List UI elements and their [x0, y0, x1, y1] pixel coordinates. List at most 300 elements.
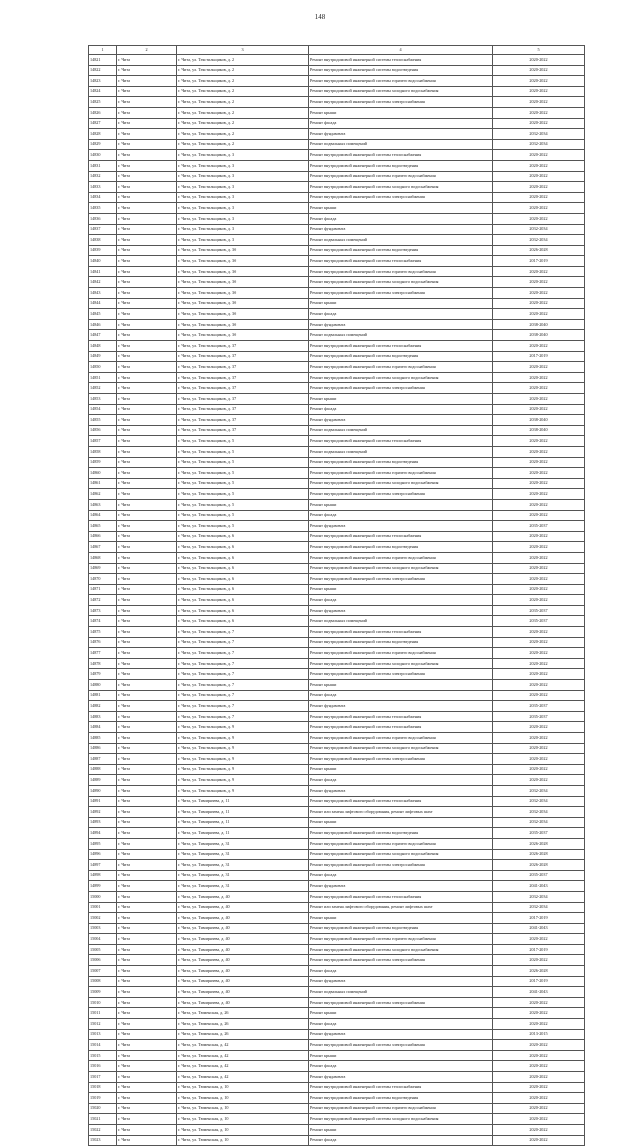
period-cell: 2035-2037 [493, 828, 585, 839]
table-row [89, 711, 585, 722]
locality-cell: г. Чита [117, 372, 177, 383]
locality-cell: г. Чита [117, 764, 177, 775]
row-number-cell: 14890 [89, 785, 117, 796]
address-cell: г. Чита, ул. Тимирязева, д. 40 [177, 966, 309, 977]
row-number-cell: 14894 [89, 828, 117, 839]
table-row [89, 182, 585, 193]
address-cell: г. Чита, ул. Тимирязева, д. 31 [177, 860, 309, 871]
table-row [89, 489, 585, 500]
row-number-cell: 14885 [89, 733, 117, 744]
table-row [89, 563, 585, 574]
address-cell: г. Чита, ул. Текстильщиков, д. 3б [177, 288, 309, 299]
period-cell: 2017-2019 [493, 976, 585, 987]
row-number-cell: 15020 [89, 1103, 117, 1114]
row-number-cell: 14883 [89, 711, 117, 722]
row-number-cell: 14846 [89, 319, 117, 330]
row-number-cell: 15005 [89, 944, 117, 955]
locality-cell: г. Чита [117, 499, 177, 510]
work-type-cell: Ремонт внутридомовой инженерной системы электроснабжения [309, 997, 493, 1008]
period-cell: 2020-2022 [493, 118, 585, 129]
table-row [89, 796, 585, 807]
period-cell: 2020-2022 [493, 1124, 585, 1135]
table-row [89, 743, 585, 754]
work-type-cell: Ремонт фундамента [309, 785, 493, 796]
period-cell: 2020-2022 [493, 997, 585, 1008]
work-type-cell: Ремонт внутридомовой инженерной системы электроснабжения [309, 955, 493, 966]
locality-cell: г. Чита [117, 828, 177, 839]
locality-cell: г. Чита [117, 1040, 177, 1051]
table-row [89, 76, 585, 87]
period-cell: 2020-2022 [493, 436, 585, 447]
work-type-cell: Ремонт внутридомовой инженерной системы горячего водоснабжения [309, 733, 493, 744]
table-row [89, 65, 585, 76]
locality-cell: г. Чита [117, 330, 177, 341]
work-type-cell: Ремонт внутридомовой инженерной системы теплоснабжения [309, 150, 493, 161]
row-number-cell: 14867 [89, 542, 117, 553]
address-cell: г. Чита, ул. Текстильщиков, д. 2 [177, 107, 309, 118]
address-cell: г. Чита, ул. Текстильщиков, д. 3б [177, 256, 309, 267]
locality-cell: г. Чита [117, 86, 177, 97]
table-row [89, 584, 585, 595]
address-cell: г. Чита, ул. Текстильщиков, д. 2 [177, 118, 309, 129]
address-cell: г. Чита, ул. Текстильщиков, д. 7 [177, 627, 309, 638]
table-row [89, 976, 585, 987]
period-cell: 2020-2022 [493, 1008, 585, 1019]
period-cell: 2020-2022 [493, 65, 585, 76]
period-cell: 2032-2034 [493, 796, 585, 807]
table-row [89, 457, 585, 468]
address-cell: г. Чита, ул. Текстильщиков, д. 6 [177, 584, 309, 595]
address-cell: г. Чита, ул. Текстильщиков, д. 9 [177, 722, 309, 733]
table-row [89, 1124, 585, 1135]
work-type-cell: Ремонт подвальных помещений [309, 235, 493, 246]
work-type-cell: Ремонт фасада [309, 118, 493, 129]
work-type-cell: Ремонт фасада [309, 404, 493, 415]
row-number-cell: 14882 [89, 701, 117, 712]
table-row [89, 107, 585, 118]
row-number-cell: 14899 [89, 881, 117, 892]
table-row [89, 1040, 585, 1051]
locality-cell: г. Чита [117, 838, 177, 849]
row-number-cell: 14892 [89, 807, 117, 818]
address-cell: г. Чита, ул. Текстильщиков, д. 7 [177, 711, 309, 722]
row-number-cell: 14826 [89, 107, 117, 118]
address-cell: г. Чита, ул. Тимирязева, д. 31 [177, 881, 309, 892]
row-number-cell: 15004 [89, 934, 117, 945]
table-row [89, 499, 585, 510]
work-type-cell: Ремонт фундамента [309, 605, 493, 616]
row-number-cell: 15018 [89, 1082, 117, 1093]
period-cell: 2020-2022 [493, 1093, 585, 1104]
row-number-cell: 14869 [89, 563, 117, 574]
row-number-cell: 14833 [89, 182, 117, 193]
period-cell: 2017-2019 [493, 913, 585, 924]
row-number-cell: 15000 [89, 891, 117, 902]
row-number-cell: 14827 [89, 118, 117, 129]
table-row [89, 722, 585, 733]
table-row [89, 521, 585, 532]
row-number-cell: 14830 [89, 150, 117, 161]
row-number-cell: 14863 [89, 499, 117, 510]
address-cell: г. Чита, ул. Текстильщиков, д. 9 [177, 733, 309, 744]
table-row [89, 97, 585, 108]
table-row [89, 531, 585, 542]
locality-cell: г. Чита [117, 733, 177, 744]
address-cell: г. Чита, ул. Тюменская, д. 10 [177, 1093, 309, 1104]
table-row [89, 150, 585, 161]
work-type-cell: Ремонт внутридомовой инженерной системы горячего водоснабжения [309, 648, 493, 659]
table-row [89, 213, 585, 224]
row-number-cell: 14853 [89, 394, 117, 405]
work-type-cell: Ремонт или замена лифтового оборудования, ремонт лифтовых шахт [309, 807, 493, 818]
column-header: 5 [493, 46, 585, 55]
locality-cell: г. Чита [117, 224, 177, 235]
work-type-cell: Ремонт подвальных помещений [309, 139, 493, 150]
address-cell: г. Чита, ул. Тюменская, д. 42 [177, 1061, 309, 1072]
work-type-cell: Ремонт внутридомовой инженерной системы горячего водоснабжения [309, 552, 493, 563]
work-type-cell: Ремонт крыши [309, 817, 493, 828]
table-row [89, 764, 585, 775]
row-number-cell: 14823 [89, 76, 117, 87]
work-type-cell: Ремонт внутридомовой инженерной системы теплоснабжения [309, 341, 493, 352]
address-cell: г. Чита, ул. Текстильщиков, д. 5 [177, 489, 309, 500]
locality-cell: г. Чита [117, 383, 177, 394]
row-number-cell: 15023 [89, 1135, 117, 1146]
period-cell: 2020-2022 [493, 55, 585, 66]
period-cell: 2032-2034 [493, 807, 585, 818]
work-type-cell: Ремонт крыши [309, 1124, 493, 1135]
row-number-cell: 14840 [89, 256, 117, 267]
address-cell: г. Чита, ул. Текстильщиков, д. 9 [177, 785, 309, 796]
locality-cell: г. Чита [117, 648, 177, 659]
table-row [89, 913, 585, 924]
period-cell: 2020-2022 [493, 160, 585, 171]
row-number-cell: 14862 [89, 489, 117, 500]
address-cell: г. Чита, ул. Тюменская, д. 10 [177, 1135, 309, 1146]
table-row [89, 648, 585, 659]
work-type-cell: Ремонт внутридомовой инженерной системы водоотведения [309, 160, 493, 171]
table-row [89, 828, 585, 839]
locality-cell: г. Чита [117, 563, 177, 574]
locality-cell: г. Чита [117, 690, 177, 701]
period-cell: 2035-2037 [493, 711, 585, 722]
row-number-cell: 14889 [89, 775, 117, 786]
row-number-cell: 14877 [89, 648, 117, 659]
address-cell: г. Чита, ул. Текстильщиков, д. 6 [177, 563, 309, 574]
row-number-cell: 14858 [89, 446, 117, 457]
work-type-cell: Ремонт подвальных помещений [309, 425, 493, 436]
table-row [89, 394, 585, 405]
address-cell: г. Чита, ул. Тюменская, д. 26 [177, 1008, 309, 1019]
address-cell: г. Чита, ул. Тюменская, д. 42 [177, 1072, 309, 1083]
table-row [89, 701, 585, 712]
row-number-cell: 14854 [89, 404, 117, 415]
row-number-cell: 14895 [89, 838, 117, 849]
period-cell: 2020-2022 [493, 595, 585, 606]
row-number-cell: 14844 [89, 298, 117, 309]
address-cell: г. Чита, ул. Текстильщиков, д. 37 [177, 372, 309, 383]
row-number-cell: 14896 [89, 849, 117, 860]
table-row [89, 542, 585, 553]
row-number-cell: 14860 [89, 468, 117, 479]
locality-cell: г. Чита [117, 711, 177, 722]
locality-cell: г. Чита [117, 807, 177, 818]
address-cell: г. Чита, ул. Текстильщиков, д. 7 [177, 669, 309, 680]
period-cell: 2020-2022 [493, 1114, 585, 1125]
period-cell: 2020-2022 [493, 478, 585, 489]
row-number-cell: 14822 [89, 65, 117, 76]
work-type-cell: Ремонт фасада [309, 595, 493, 606]
row-number-cell: 14834 [89, 192, 117, 203]
table-row [89, 637, 585, 648]
locality-cell: г. Чита [117, 309, 177, 320]
address-cell: г. Чита, ул. Текстильщиков, д. 6 [177, 531, 309, 542]
work-type-cell: Ремонт подвальных помещений [309, 987, 493, 998]
work-type-cell: Ремонт крыши [309, 1008, 493, 1019]
row-number-cell: 14884 [89, 722, 117, 733]
table-row [89, 425, 585, 436]
table-row [89, 574, 585, 585]
address-cell: г. Чита, ул. Текстильщиков, д. 5 [177, 436, 309, 447]
work-type-cell: Ремонт внутридомовой инженерной системы электроснабжения [309, 754, 493, 765]
table-row [89, 55, 585, 66]
row-number-cell: 14828 [89, 129, 117, 140]
table-body [89, 55, 585, 1146]
locality-cell: г. Чита [117, 976, 177, 987]
row-number-cell: 14866 [89, 531, 117, 542]
period-cell: 2032-2034 [493, 891, 585, 902]
period-cell: 2032-2034 [493, 235, 585, 246]
period-cell: 2020-2022 [493, 76, 585, 87]
address-cell: г. Чита, ул. Текстильщиков, д. 2 [177, 55, 309, 66]
address-cell: г. Чита, ул. Текстильщиков, д. 2 [177, 129, 309, 140]
row-number-cell: 14838 [89, 235, 117, 246]
row-number-cell: 14888 [89, 764, 117, 775]
work-type-cell: Ремонт фундамента [309, 976, 493, 987]
work-type-cell: Ремонт фундамента [309, 129, 493, 140]
locality-cell: г. Чита [117, 478, 177, 489]
work-type-cell: Ремонт внутридомовой инженерной системы горячего водоснабжения [309, 468, 493, 479]
row-number-cell: 15017 [89, 1072, 117, 1083]
period-cell: 2020-2022 [493, 446, 585, 457]
locality-cell: г. Чита [117, 743, 177, 754]
locality-cell: г. Чита [117, 584, 177, 595]
period-cell: 2038-2040 [493, 330, 585, 341]
period-cell: 2041-2043 [493, 881, 585, 892]
table-row [89, 266, 585, 277]
work-type-cell: Ремонт внутридомовой инженерной системы холодного водоснабжения [309, 478, 493, 489]
row-number-cell: 15003 [89, 923, 117, 934]
work-type-cell: Ремонт внутридомовой инженерной системы водоотведения [309, 637, 493, 648]
address-cell: г. Чита, ул. Текстильщиков, д. 3 [177, 171, 309, 182]
row-number-cell: 15006 [89, 955, 117, 966]
table-row [89, 1072, 585, 1083]
table-row [89, 775, 585, 786]
row-number-cell: 14898 [89, 870, 117, 881]
table-row [89, 627, 585, 638]
work-type-cell: Ремонт внутридомовой инженерной системы электроснабжения [309, 192, 493, 203]
locality-cell: г. Чита [117, 298, 177, 309]
address-cell: г. Чита, ул. Текстильщиков, д. 7 [177, 637, 309, 648]
period-cell: 2020-2022 [493, 277, 585, 288]
period-cell: 2020-2022 [493, 531, 585, 542]
work-type-cell: Ремонт внутридомовой инженерной системы электроснабжения [309, 97, 493, 108]
table-row [89, 595, 585, 606]
address-cell: г. Чита, ул. Тимирязева, д. 40 [177, 955, 309, 966]
address-cell: г. Чита, ул. Текстильщиков, д. 37 [177, 383, 309, 394]
locality-cell: г. Чита [117, 966, 177, 977]
locality-cell: г. Чита [117, 616, 177, 627]
table-row [89, 680, 585, 691]
work-type-cell: Ремонт внутридомовой инженерной системы водоотведения [309, 65, 493, 76]
row-number-cell: 15016 [89, 1061, 117, 1072]
work-type-cell: Ремонт подвальных помещений [309, 616, 493, 627]
address-cell: г. Чита, ул. Тюменская, д. 26 [177, 1029, 309, 1040]
row-number-cell: 14864 [89, 510, 117, 521]
work-type-cell: Ремонт внутридомовой инженерной системы холодного водоснабжения [309, 372, 493, 383]
row-number-cell: 15021 [89, 1114, 117, 1125]
row-number-cell: 14873 [89, 605, 117, 616]
work-type-cell: Ремонт подвальных помещений [309, 330, 493, 341]
table-row [89, 987, 585, 998]
row-number-cell: 14865 [89, 521, 117, 532]
work-type-cell: Ремонт фундамента [309, 701, 493, 712]
locality-cell: г. Чита [117, 341, 177, 352]
address-cell: г. Чита, ул. Текстильщиков, д. 37 [177, 362, 309, 373]
period-cell: 2020-2022 [493, 499, 585, 510]
work-type-cell: Ремонт внутридомовой инженерной системы теплоснабжения [309, 55, 493, 66]
locality-cell: г. Чита [117, 722, 177, 733]
column-header: 3 [177, 46, 309, 55]
work-type-cell: Ремонт фундамента [309, 319, 493, 330]
period-cell: 2020-2022 [493, 669, 585, 680]
table-row [89, 468, 585, 479]
row-number-cell: 14845 [89, 309, 117, 320]
locality-cell: г. Чита [117, 934, 177, 945]
table-row [89, 383, 585, 394]
period-cell: 2020-2022 [493, 298, 585, 309]
row-number-cell: 15011 [89, 1008, 117, 1019]
work-type-cell: Ремонт внутридомовой инженерной системы горячего водоснабжения [309, 1103, 493, 1114]
row-number-cell: 15002 [89, 913, 117, 924]
period-cell: 2020-2022 [493, 722, 585, 733]
locality-cell: г. Чита [117, 881, 177, 892]
period-cell: 2020-2022 [493, 1072, 585, 1083]
table-row [89, 881, 585, 892]
row-number-cell: 14837 [89, 224, 117, 235]
table-row [89, 224, 585, 235]
address-cell: г. Чита, ул. Тюменская, д. 10 [177, 1114, 309, 1125]
work-type-cell: Ремонт внутридомовой инженерной системы водоотведения [309, 828, 493, 839]
row-number-cell: 14887 [89, 754, 117, 765]
locality-cell: г. Чита [117, 913, 177, 924]
period-cell: 2020-2022 [493, 690, 585, 701]
locality-cell: г. Чита [117, 457, 177, 468]
work-type-cell: Ремонт внутридомовой инженерной системы горячего водоснабжения [309, 838, 493, 849]
address-cell: г. Чита, ул. Текстильщиков, д. 3 [177, 192, 309, 203]
locality-cell: г. Чита [117, 860, 177, 871]
table-row [89, 669, 585, 680]
work-type-cell: Ремонт крыши [309, 680, 493, 691]
work-type-cell: Ремонт внутридомовой инженерной системы электроснабжения [309, 383, 493, 394]
period-cell: 2020-2022 [493, 574, 585, 585]
locality-cell: г. Чита [117, 849, 177, 860]
address-cell: г. Чита, ул. Текстильщиков, д. 3б [177, 330, 309, 341]
period-cell: 2020-2022 [493, 1135, 585, 1146]
locality-cell: г. Чита [117, 902, 177, 913]
row-number-cell: 14839 [89, 245, 117, 256]
address-cell: г. Чита, ул. Тюменская, д. 10 [177, 1124, 309, 1135]
work-type-cell: Ремонт крыши [309, 107, 493, 118]
row-number-cell: 15019 [89, 1093, 117, 1104]
locality-cell: г. Чита [117, 997, 177, 1008]
table-row [89, 1082, 585, 1093]
period-cell: 2041-2043 [493, 987, 585, 998]
address-cell: г. Чита, ул. Текстильщиков, д. 3б [177, 277, 309, 288]
period-cell: 2017-2019 [493, 944, 585, 955]
work-type-cell: Ремонт внутридомовой инженерной системы холодного водоснабжения [309, 1114, 493, 1125]
table-row [89, 849, 585, 860]
period-cell: 2020-2022 [493, 404, 585, 415]
work-type-cell: Ремонт внутридомовой инженерной системы холодного водоснабжения [309, 849, 493, 860]
address-cell: г. Чита, ул. Текстильщиков, д. 9 [177, 775, 309, 786]
row-number-cell: 14859 [89, 457, 117, 468]
address-cell: г. Чита, ул. Текстильщиков, д. 9 [177, 754, 309, 765]
work-type-cell: Ремонт фасада [309, 966, 493, 977]
period-cell: 2026-2028 [493, 966, 585, 977]
locality-cell: г. Чита [117, 256, 177, 267]
period-cell: 2020-2022 [493, 182, 585, 193]
period-cell: 2020-2022 [493, 266, 585, 277]
table-row [89, 362, 585, 373]
table-row [89, 838, 585, 849]
locality-cell: г. Чита [117, 171, 177, 182]
row-number-cell: 14848 [89, 341, 117, 352]
work-type-cell: Ремонт внутридомовой инженерной системы водоотведения [309, 351, 493, 362]
table-row [89, 478, 585, 489]
row-number-cell: 14870 [89, 574, 117, 585]
address-cell: г. Чита, ул. Тимирязева, д. 40 [177, 913, 309, 924]
row-number-cell: 14832 [89, 171, 117, 182]
row-number-cell: 14851 [89, 372, 117, 383]
period-cell: 2020-2022 [493, 468, 585, 479]
address-cell: г. Чита, ул. Тимирязева, д. 40 [177, 987, 309, 998]
row-number-cell: 15010 [89, 997, 117, 1008]
row-number-cell: 15007 [89, 966, 117, 977]
locality-cell: г. Чита [117, 65, 177, 76]
table-row [89, 817, 585, 828]
address-cell: г. Чита, ул. Текстильщиков, д. 3 [177, 235, 309, 246]
work-type-cell: Ремонт подвальных помещений [309, 446, 493, 457]
locality-cell: г. Чита [117, 362, 177, 373]
address-cell: г. Чита, ул. Тимирязева, д. 11 [177, 817, 309, 828]
table-row [89, 1050, 585, 1061]
locality-cell: г. Чита [117, 542, 177, 553]
period-cell: 2026-2028 [493, 838, 585, 849]
period-cell: 2026-2028 [493, 849, 585, 860]
address-cell: г. Чита, ул. Текстильщиков, д. 3 [177, 203, 309, 214]
table-row [89, 245, 585, 256]
period-cell: 2020-2022 [493, 383, 585, 394]
locality-cell: г. Чита [117, 987, 177, 998]
address-cell: г. Чита, ул. Текстильщиков, д. 2 [177, 76, 309, 87]
period-cell: 2020-2022 [493, 192, 585, 203]
locality-cell: г. Чита [117, 574, 177, 585]
work-type-cell: Ремонт внутридомовой инженерной системы горячего водоснабжения [309, 171, 493, 182]
locality-cell: г. Чита [117, 182, 177, 193]
address-cell: г. Чита, ул. Тимирязева, д. 40 [177, 944, 309, 955]
period-cell: 2020-2022 [493, 754, 585, 765]
